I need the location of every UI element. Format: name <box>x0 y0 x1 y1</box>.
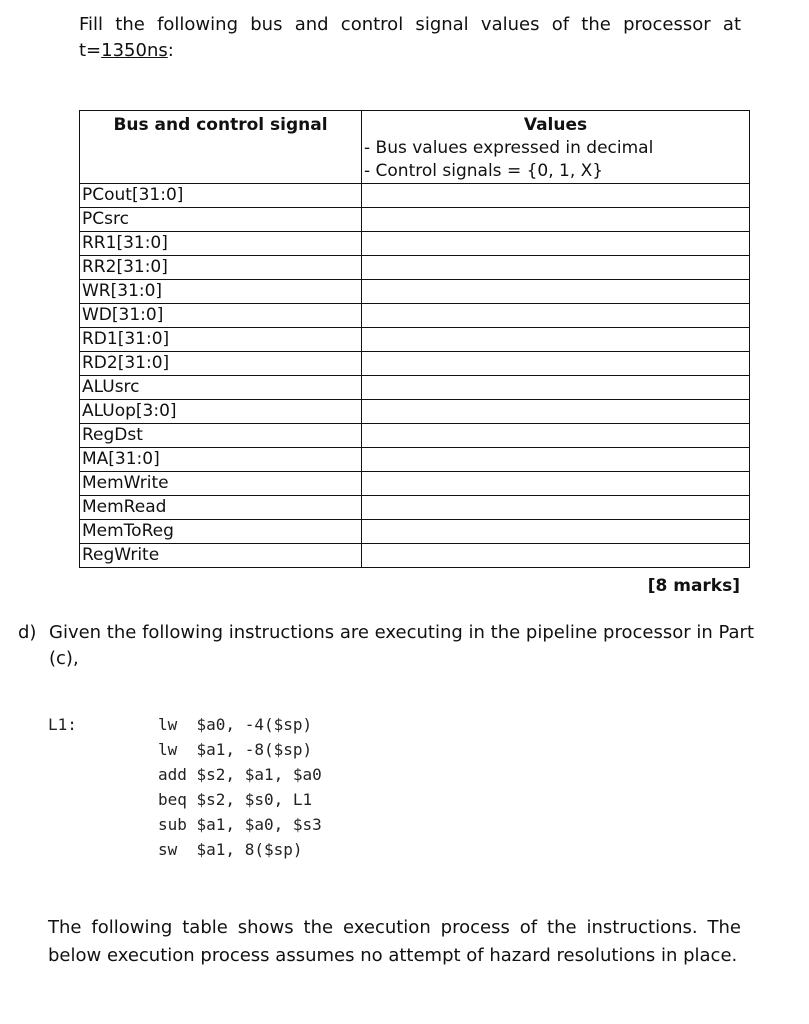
signal-name-cell: RR1[31:0] <box>80 232 362 256</box>
signal-name-cell: RD2[31:0] <box>80 352 362 376</box>
code-line <box>48 787 322 812</box>
signal-value-cell[interactable] <box>362 376 750 400</box>
marks-label: [8 marks] <box>647 576 740 596</box>
part-d <box>18 620 758 672</box>
table-header-row <box>80 111 750 184</box>
code-instruction: lw $a0, -4($sp) <box>158 715 313 734</box>
header-note-control: - Control signals = {0, 1, X} <box>364 161 604 181</box>
header-signal: Bus and control signal <box>80 111 362 184</box>
code-line <box>48 762 322 787</box>
signal-name-cell: RegDst <box>80 424 362 448</box>
intro-colon: : <box>167 40 174 61</box>
signal-table-body <box>80 184 750 568</box>
header-note-decimal: - Bus values expressed in decimal <box>364 138 654 158</box>
table-row <box>80 496 750 520</box>
table-row <box>80 232 750 256</box>
signal-name-cell: PCout[31:0] <box>80 184 362 208</box>
header-values-cell <box>362 111 750 184</box>
question-intro <box>79 12 741 64</box>
signal-value-cell[interactable] <box>362 448 750 472</box>
code-instruction: lw $a1, -8($sp) <box>158 740 313 759</box>
signal-value-cell[interactable] <box>362 280 750 304</box>
signal-name-cell: WD[31:0] <box>80 304 362 328</box>
signal-name-cell: WR[31:0] <box>80 280 362 304</box>
signal-name-cell: MemRead <box>80 496 362 520</box>
signal-value-cell[interactable] <box>362 520 750 544</box>
table-row <box>80 400 750 424</box>
table-row <box>80 520 750 544</box>
signal-name-cell: ALUsrc <box>80 376 362 400</box>
signal-name-cell: MemToReg <box>80 520 362 544</box>
table-row <box>80 352 750 376</box>
signal-value-cell[interactable] <box>362 472 750 496</box>
intro-text: Fill the following bus and control signal values of the processor at t= <box>79 14 741 61</box>
signal-name-cell: RegWrite <box>80 544 362 568</box>
code-line <box>48 837 322 862</box>
signal-name-cell: MemWrite <box>80 472 362 496</box>
code-block <box>48 712 322 862</box>
signal-value-cell[interactable] <box>362 328 750 352</box>
header-values: Values <box>523 115 588 135</box>
table-row <box>80 424 750 448</box>
signal-table <box>79 110 750 568</box>
signal-value-cell[interactable] <box>362 256 750 280</box>
table-row <box>80 376 750 400</box>
table-row <box>80 256 750 280</box>
signal-value-cell[interactable] <box>362 208 750 232</box>
time-value: 1350ns <box>101 40 168 61</box>
table-row <box>80 448 750 472</box>
outro-text: The following table shows the execution process of the instructions. The below execution process assumes no attempt of hazard resolutions in place. <box>48 917 741 966</box>
table-row <box>80 472 750 496</box>
signal-value-cell[interactable] <box>362 496 750 520</box>
signal-value-cell[interactable] <box>362 232 750 256</box>
code-instruction: add $s2, $a1, $a0 <box>158 765 322 784</box>
signal-name-cell: PCsrc <box>80 208 362 232</box>
code-instruction: sub $a1, $a0, $s3 <box>158 815 322 834</box>
part-d-text: Given the following instructions are executing in the pipeline processor in Part (c), <box>49 622 755 669</box>
table-row <box>80 208 750 232</box>
code-instruction: beq $s2, $s0, L1 <box>158 790 313 809</box>
table-row <box>80 280 750 304</box>
signal-value-cell[interactable] <box>362 304 750 328</box>
signal-name-cell: MA[31:0] <box>80 448 362 472</box>
signal-name-cell: RR2[31:0] <box>80 256 362 280</box>
code-line <box>48 712 322 737</box>
code-instruction: sw $a1, 8($sp) <box>158 840 303 859</box>
code-line <box>48 812 322 837</box>
signal-value-cell[interactable] <box>362 184 750 208</box>
signal-name-cell: ALUop[3:0] <box>80 400 362 424</box>
code-line <box>48 737 322 762</box>
code-label: L1: <box>48 715 77 734</box>
signal-name-cell: RD1[31:0] <box>80 328 362 352</box>
table-row <box>80 544 750 568</box>
signal-value-cell[interactable] <box>362 424 750 448</box>
signal-value-cell[interactable] <box>362 400 750 424</box>
signal-value-cell[interactable] <box>362 544 750 568</box>
table-row <box>80 304 750 328</box>
table-row <box>80 184 750 208</box>
signal-value-cell[interactable] <box>362 352 750 376</box>
table-row <box>80 328 750 352</box>
part-d-label: d) <box>18 622 37 643</box>
